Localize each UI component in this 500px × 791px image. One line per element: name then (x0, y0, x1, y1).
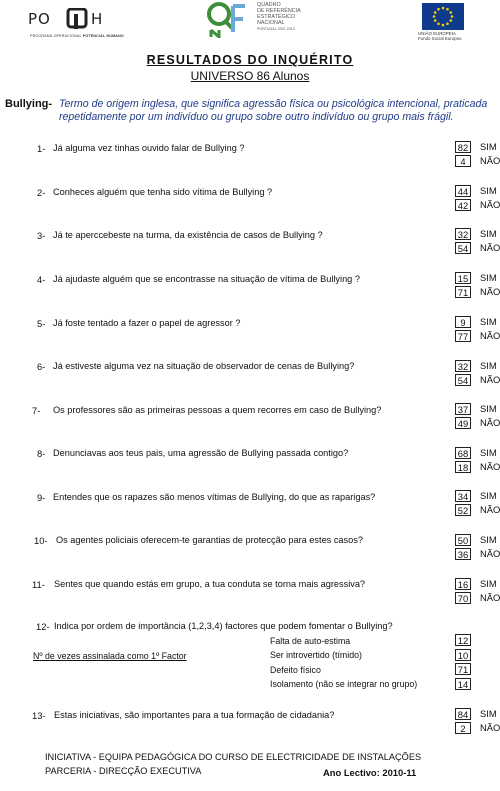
no-count: 4 (455, 155, 471, 167)
yes-count: 15 (455, 272, 471, 284)
yes-label: SIM (480, 534, 497, 545)
yes-label: SIM (480, 708, 497, 719)
page-title: RESULTADOS DO INQUÉRITO (146, 53, 354, 67)
question-text: Sentes que quando estás em grupo, a tua conduta se torna mais agressiva? (54, 579, 366, 589)
no-count: 77 (455, 330, 471, 342)
question-text: Conheces alguém que tenha sido vítima de Bullying ? (53, 187, 273, 197)
question-number: 9- (37, 492, 46, 503)
yes-label: SIM (480, 490, 497, 501)
question-text: Denunciavas aos teus pais, uma agressão de Bullying passada contigo? (53, 448, 349, 458)
question-number: 7- (32, 405, 41, 416)
no-label: NÃO (480, 199, 500, 210)
poph-logo (28, 6, 128, 42)
no-count: 18 (455, 461, 471, 473)
qren-logo (205, 0, 325, 40)
factor-label: Isolamento (não se integrar no grupo) (270, 679, 418, 689)
definition-text: Termo de origem inglesa, que significa agressão física ou psicológica intencional, praticada repetidamente por um indivíduo ou grupo sobre outro indivíduo ou grupo mais frágil. (59, 98, 488, 123)
qren-text: QUADRO DE REFERÊNCIA ESTRATÉGICO NACIONAL PORTUGAL 2007-2013 (257, 2, 301, 31)
question-text: Entendes que os rapazes são menos vítimas de Bullying, do que as raparigas? (53, 492, 376, 502)
eu-caption: UNIÃO EUROPEIA Fundo Social Europeu (418, 31, 462, 41)
yes-label: SIM (480, 360, 497, 371)
definition-term: Bullying- (5, 98, 53, 110)
no-label: NÃO (480, 374, 500, 385)
question-number: 5- (37, 318, 46, 329)
poph-word-right: H (91, 10, 104, 28)
no-count: 36 (455, 548, 471, 560)
yes-count: 34 (455, 490, 471, 502)
yes-count: 32 (455, 360, 471, 372)
poph-word-left: PO (28, 10, 51, 28)
no-count: 49 (455, 417, 471, 429)
no-label: NÃO (480, 286, 500, 297)
question-number: 1- (37, 143, 46, 154)
question-number: 2- (37, 187, 46, 198)
factor-label: Ser introvertido (tímido) (270, 650, 362, 660)
no-label: NÃO (480, 548, 500, 559)
yes-count: 82 (455, 141, 471, 153)
question-number: 12- (36, 621, 50, 632)
no-label: NÃO (480, 155, 500, 166)
question-number: 8- (37, 448, 46, 459)
no-count: 54 (455, 374, 471, 386)
footer-initiative: INICIATIVA - EQUIPA PEDAGÓGICA DO CURSO DE ELECTRICIDADE DE INSTALAÇÕES (45, 752, 422, 762)
factor-count: 12 (455, 634, 471, 646)
question-text: Indica por ordem de importância (1,2,3,4) factores que podem fomentar o Bullying? (54, 621, 393, 631)
question-text: Os agentes policiais oferecem-te garantias de protecção para estes casos? (56, 535, 363, 545)
yes-count: 37 (455, 403, 471, 415)
yes-count: 44 (455, 185, 471, 197)
no-label: NÃO (480, 504, 500, 515)
yes-label: SIM (480, 185, 497, 196)
question-text: Estas iniciativas, são importantes para a tua formação de cidadania? (54, 710, 335, 720)
no-count: 54 (455, 242, 471, 254)
yes-count: 84 (455, 708, 471, 720)
yes-count: 16 (455, 578, 471, 590)
yes-label: SIM (480, 447, 497, 458)
poph-p-icon (66, 8, 90, 30)
no-label: NÃO (480, 242, 500, 253)
no-count: 52 (455, 504, 471, 516)
no-label: NÃO (480, 330, 500, 341)
no-label: NÃO (480, 592, 500, 603)
yes-label: SIM (480, 316, 497, 327)
no-count: 42 (455, 199, 471, 211)
first-factor-note: Nº de vezes assinalada como 1º Factor (33, 651, 187, 661)
yes-label: SIM (480, 228, 497, 239)
no-count: 2 (455, 722, 471, 734)
factor-count: 14 (455, 678, 471, 690)
no-label: NÃO (480, 722, 500, 733)
yes-label: SIM (480, 403, 497, 414)
question-number: 13- (32, 710, 46, 721)
yes-count: 32 (455, 228, 471, 240)
question-number: 11- (32, 579, 45, 590)
school-year: Ano Lectivo: 2010-11 (323, 767, 417, 778)
question-text: Já alguma vez tinhas ouvido falar de Bullying ? (53, 143, 245, 153)
factor-label: Falta de auto-estima (270, 636, 351, 646)
no-count: 71 (455, 286, 471, 298)
factor-count: 10 (455, 649, 471, 661)
question-text: Os professores são as primeiras pessoas a quem recorres em caso de Bullying? (53, 405, 382, 415)
question-text: Já foste tentado a fazer o papel de agressor ? (53, 318, 241, 328)
factor-count: 71 (455, 663, 471, 675)
yes-label: SIM (480, 141, 497, 152)
yes-label: SIM (480, 272, 497, 283)
qren-mark-icon (205, 0, 255, 38)
footer-partnership: PARCERIA - DIRECÇÃO EXECUTIVA (45, 766, 202, 776)
no-label: NÃO (480, 417, 500, 428)
yes-count: 68 (455, 447, 471, 459)
factor-label: Defeito físico (270, 665, 321, 675)
question-number: 4- (37, 274, 46, 285)
poph-subtitle: PROGRAMA OPERACIONAL POTENCIAL HUMANO (30, 34, 124, 38)
yes-label: SIM (480, 578, 497, 589)
yes-count: 9 (455, 316, 471, 328)
no-label: NÃO (480, 461, 500, 472)
yes-count: 50 (455, 534, 471, 546)
eu-logo (418, 3, 484, 43)
no-count: 70 (455, 592, 471, 604)
question-text: Já estiveste alguma vez na situação de observador de cenas de Bullying? (53, 361, 355, 371)
eu-flag-icon (422, 3, 464, 30)
question-number: 6- (37, 361, 46, 372)
question-text: Já ajudaste alguém que se encontrasse na situação de vítima de Bullying ? (53, 274, 360, 284)
question-number: 10- (34, 535, 48, 546)
question-text: Já te aperccebeste na turma, da existência de casos de Bullying ? (53, 230, 323, 240)
page-subtitle: UNIVERSO 86 Alunos (190, 69, 310, 83)
question-number: 3- (37, 230, 46, 241)
